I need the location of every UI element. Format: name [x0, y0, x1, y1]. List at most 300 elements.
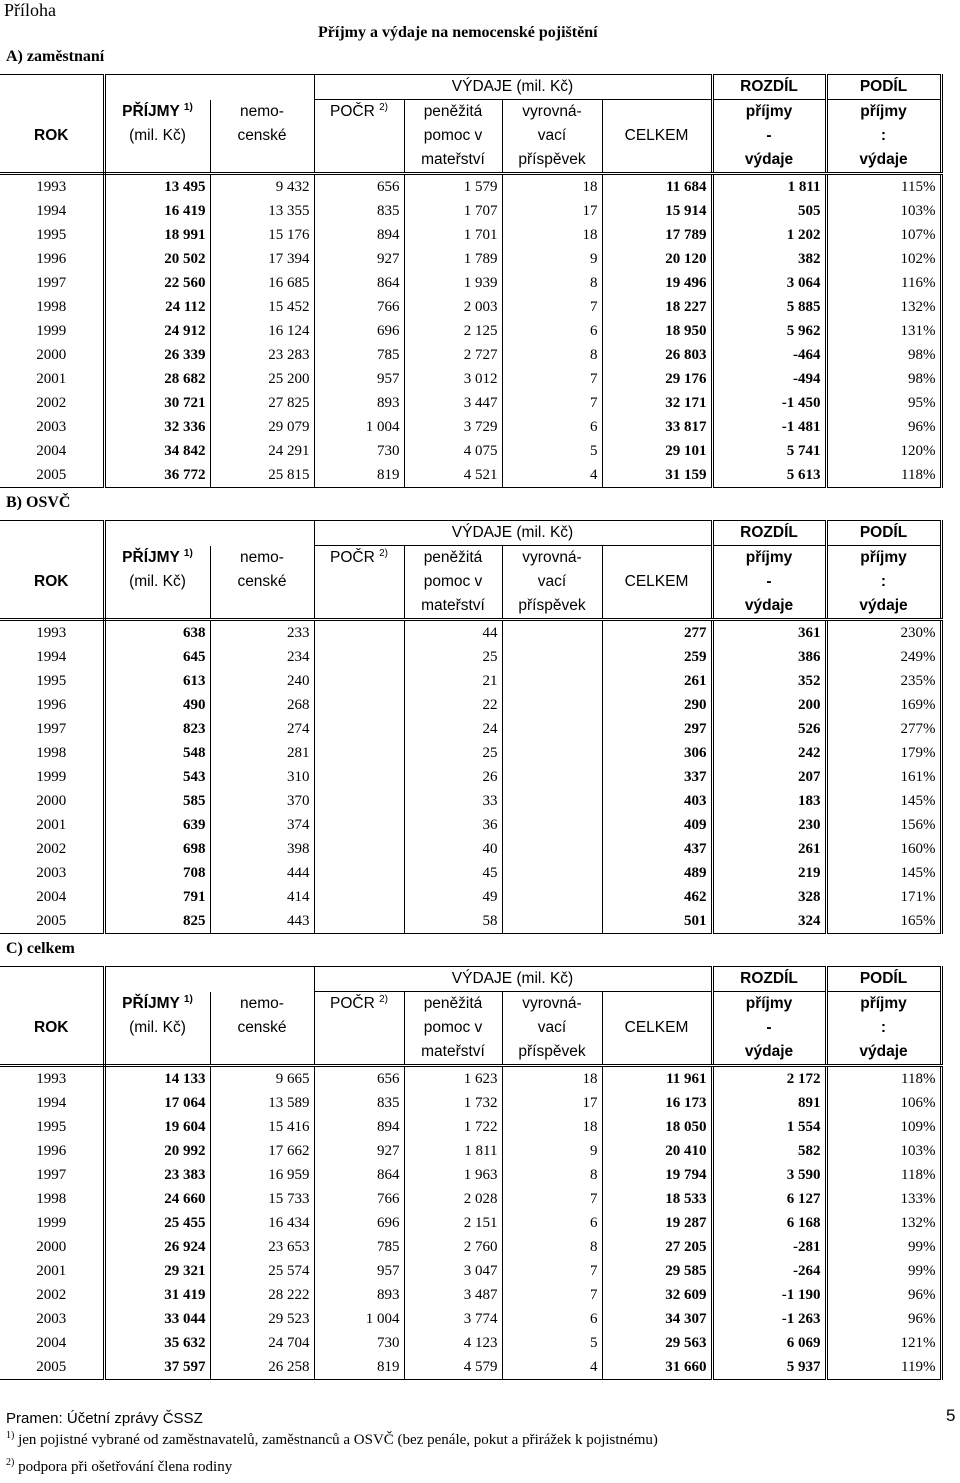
podil-sub-2: :: [826, 124, 941, 148]
penezita-header-3: mateřství: [404, 594, 502, 620]
cell-prijmy: 37 597: [104, 1355, 210, 1380]
table-row: [0, 693, 941, 717]
cell-rok: 2005: [0, 909, 104, 934]
cell-vyrovnavaci-prispevek: [502, 813, 602, 837]
table-row: [0, 1115, 941, 1139]
cell-vyrovnavaci-prispevek: 18: [502, 1115, 602, 1139]
podil-sub-2: :: [826, 570, 941, 594]
table-row: [0, 463, 941, 488]
cell-prijmy: 26 339: [164, 346, 206, 363]
pocr-header: POČR: [329, 103, 375, 120]
cell-penezita-pomoc: 36: [404, 813, 502, 837]
nemocenske-header-2: censké: [210, 124, 314, 148]
table-row: [0, 1355, 941, 1380]
vyrovnavaci-header-2: vací: [502, 570, 602, 594]
cell-nemocenske: 15 733: [210, 1187, 314, 1211]
cell-rozdil: -281: [712, 1235, 826, 1259]
cell-podil: 116%: [826, 271, 941, 295]
table-caption: Příjmy a výdaje na nemocenské pojištění: [318, 24, 598, 41]
cell-nemocenske: 15 416: [210, 1115, 314, 1139]
cell-pocr: [314, 717, 404, 741]
cell-podil: 98%: [826, 343, 941, 367]
cell-nemocenske: 374: [210, 813, 314, 837]
cell-vyrovnavaci-prispevek: 6: [502, 319, 602, 343]
cell-podil: 115%: [826, 174, 941, 200]
table-row: [0, 669, 941, 693]
cell-pocr: 785: [314, 343, 404, 367]
penezita-header-3: mateřství: [404, 148, 502, 174]
cell-pocr: 1 004: [314, 1307, 404, 1331]
cell-prijmy: 22 560: [164, 274, 206, 291]
cell-penezita-pomoc: 44: [404, 620, 502, 646]
cell-pocr: 766: [314, 295, 404, 319]
cell-pocr: [314, 693, 404, 717]
nemocenske-header-2: censké: [210, 570, 314, 594]
cell-nemocenske: 13 355: [210, 199, 314, 223]
cell-prijmy: 32 336: [164, 418, 206, 435]
section-label-c: C) celkem: [6, 940, 75, 957]
cell-rozdil: 5 885: [712, 295, 826, 319]
table-row: [0, 620, 941, 646]
cell-celkem: 31 660: [602, 1355, 712, 1380]
cell-nemocenske: 398: [210, 837, 314, 861]
podil-sub-1: příjmy: [826, 546, 941, 571]
cell-celkem: 261: [602, 669, 712, 693]
source-note: Pramen: Účetní zprávy ČSSZ: [6, 1410, 203, 1427]
prijmy-header: PŘÍJMY: [122, 994, 180, 1012]
cell-pocr: [314, 741, 404, 765]
cell-celkem: 489: [602, 861, 712, 885]
cell-nemocenske: 25 815: [210, 463, 314, 488]
table-row: [0, 813, 941, 837]
cell-rok: 1996: [0, 247, 104, 271]
data-table: [0, 520, 943, 934]
cell-celkem: 297: [602, 717, 712, 741]
cell-vyrovnavaci-prispevek: [502, 717, 602, 741]
cell-vyrovnavaci-prispevek: 5: [502, 439, 602, 463]
cell-celkem: 32 171: [602, 391, 712, 415]
cell-prijmy: 24 912: [164, 322, 206, 339]
cell-rok: 2000: [0, 789, 104, 813]
cell-rok: 2003: [0, 861, 104, 885]
cell-vyrovnavaci-prispevek: 6: [502, 1211, 602, 1235]
cell-rok: 2002: [0, 837, 104, 861]
cell-penezita-pomoc: 3 012: [404, 367, 502, 391]
cell-celkem: 462: [602, 885, 712, 909]
cell-rozdil: 6 069: [712, 1331, 826, 1355]
cell-rok: 1998: [0, 295, 104, 319]
cell-pocr: 656: [314, 1066, 404, 1092]
cell-vyrovnavaci-prispevek: 8: [502, 343, 602, 367]
footnote-1-text: jen pojistné vybrané od zaměstnavatelů, zaměstnanců a OSVČ (bez penále, pokut a přirážek k pojistnému): [18, 1432, 658, 1448]
cell-rozdil: 200: [712, 693, 826, 717]
cell-podil: 161%: [826, 765, 941, 789]
cell-rozdil: 386: [712, 645, 826, 669]
cell-celkem: 31 159: [602, 463, 712, 488]
cell-celkem: 18 533: [602, 1187, 712, 1211]
cell-celkem: 20 410: [602, 1139, 712, 1163]
cell-podil: 118%: [826, 1163, 941, 1187]
cell-penezita-pomoc: 40: [404, 837, 502, 861]
cell-vyrovnavaci-prispevek: 6: [502, 415, 602, 439]
cell-celkem: 16 173: [602, 1091, 712, 1115]
table-row: [0, 1139, 941, 1163]
cell-penezita-pomoc: 3 487: [404, 1283, 502, 1307]
footnote-2: [6, 1459, 232, 1476]
podil-sub-1: příjmy: [826, 992, 941, 1017]
cell-penezita-pomoc: 4 123: [404, 1331, 502, 1355]
vyrovnavaci-header-3: příspěvek: [502, 594, 602, 620]
penezita-header-2: pomoc v: [404, 124, 502, 148]
cell-rozdil: 5 937: [712, 1355, 826, 1380]
rozdil-sub-2: -: [712, 570, 826, 594]
cell-podil: 106%: [826, 1091, 941, 1115]
cell-podil: 96%: [826, 1283, 941, 1307]
cell-rok: 2003: [0, 1307, 104, 1331]
cell-rozdil: -464: [712, 343, 826, 367]
penezita-header-1: peněžitá: [404, 546, 502, 571]
cell-pocr: 894: [314, 223, 404, 247]
cell-prijmy: 24 660: [164, 1190, 206, 1207]
cell-prijmy: 698: [183, 840, 206, 857]
cell-podil: 103%: [826, 1139, 941, 1163]
cell-rozdil: 328: [712, 885, 826, 909]
cell-vyrovnavaci-prispevek: 8: [502, 1163, 602, 1187]
footnote-2-text: podpora při ošetřování člena rodiny: [18, 1459, 233, 1475]
cell-prijmy: 13 495: [164, 178, 206, 195]
cell-rok: 2005: [0, 463, 104, 488]
cell-rok: 2004: [0, 1331, 104, 1355]
cell-nemocenske: 9 665: [210, 1066, 314, 1092]
cell-prijmy: 28 682: [164, 370, 206, 387]
cell-rozdil: 5 741: [712, 439, 826, 463]
cell-nemocenske: 16 959: [210, 1163, 314, 1187]
vyrovnavaci-header-1: vyrovná-: [502, 546, 602, 571]
cell-penezita-pomoc: 2 028: [404, 1187, 502, 1211]
cell-rozdil: 5 613: [712, 463, 826, 488]
cell-rozdil: 582: [712, 1139, 826, 1163]
cell-vyrovnavaci-prispevek: [502, 693, 602, 717]
cell-celkem: 501: [602, 909, 712, 934]
cell-rozdil: 219: [712, 861, 826, 885]
cell-prijmy: 825: [104, 909, 210, 934]
rozdil-sub-2: -: [712, 124, 826, 148]
celkem-header: CELKEM: [602, 1016, 712, 1040]
table-row: [0, 439, 941, 463]
cell-nemocenske: 17 394: [210, 247, 314, 271]
cell-celkem: 19 794: [602, 1163, 712, 1187]
cell-prijmy: 36 772: [104, 463, 210, 488]
cell-rozdil: 6 168: [712, 1211, 826, 1235]
cell-prijmy: 16 419: [164, 202, 206, 219]
pocr-footnote-mark: 2): [379, 101, 388, 113]
cell-podil: 99%: [826, 1235, 941, 1259]
table-row: [0, 1331, 941, 1355]
cell-prijmy: 20 992: [164, 1142, 206, 1159]
cell-rok: 1995: [0, 1115, 104, 1139]
cell-vyrovnavaci-prispevek: 7: [502, 1187, 602, 1211]
cell-penezita-pomoc: 26: [404, 765, 502, 789]
cell-podil: 132%: [826, 295, 941, 319]
table-row: [0, 319, 941, 343]
rozdil-sub-3: výdaje: [712, 594, 826, 620]
cell-celkem: 15 914: [602, 199, 712, 223]
cell-penezita-pomoc: 21: [404, 669, 502, 693]
cell-vyrovnavaci-prispevek: 18: [502, 1066, 602, 1092]
cell-celkem: 277: [602, 620, 712, 646]
cell-vyrovnavaci-prispevek: 18: [502, 223, 602, 247]
cell-penezita-pomoc: 1 939: [404, 271, 502, 295]
cell-prijmy: 708: [183, 864, 206, 881]
cell-vyrovnavaci-prispevek: [502, 789, 602, 813]
cell-podil: 119%: [826, 1355, 941, 1380]
cell-prijmy: 823: [183, 720, 206, 737]
cell-prijmy: 34 842: [164, 442, 206, 459]
cell-vyrovnavaci-prispevek: 9: [502, 247, 602, 271]
cell-prijmy: 18 991: [164, 226, 206, 243]
cell-rok: 1998: [0, 1187, 104, 1211]
cell-nemocenske: 16 434: [210, 1211, 314, 1235]
cell-pocr: 785: [314, 1235, 404, 1259]
cell-penezita-pomoc: 3 447: [404, 391, 502, 415]
section-table-osvc: [0, 520, 941, 952]
cell-nemocenske: 16 685: [210, 271, 314, 295]
cell-rok: 1997: [0, 717, 104, 741]
cell-rozdil: 382: [712, 247, 826, 271]
cell-rok: 1993: [0, 1066, 104, 1092]
cell-penezita-pomoc: 25: [404, 645, 502, 669]
vydaje-header: VÝDAJE (mil. Kč): [451, 524, 574, 541]
cell-penezita-pomoc: 33: [404, 789, 502, 813]
penezita-header-2: pomoc v: [404, 1016, 502, 1040]
cell-penezita-pomoc: 49: [404, 885, 502, 909]
podil-header: PODÍL: [826, 967, 941, 992]
cell-pocr: 696: [314, 1211, 404, 1235]
nemocenske-header-1: nemo-: [210, 992, 314, 1017]
cell-rozdil: 324: [712, 909, 826, 934]
footnote-1: [6, 1432, 658, 1449]
cell-vyrovnavaci-prispevek: [502, 765, 602, 789]
cell-celkem: 403: [602, 789, 712, 813]
cell-rok: 2000: [0, 1235, 104, 1259]
table-row: [0, 223, 941, 247]
cell-penezita-pomoc: 1 707: [404, 199, 502, 223]
cell-celkem: 17 789: [602, 223, 712, 247]
cell-vyrovnavaci-prispevek: [502, 909, 602, 934]
cell-rok: 2003: [0, 415, 104, 439]
cell-pocr: 696: [314, 319, 404, 343]
podil-sub-3: výdaje: [826, 594, 941, 620]
cell-pocr: 730: [314, 1331, 404, 1355]
cell-nemocenske: 370: [210, 789, 314, 813]
rozdil-sub-1: příjmy: [712, 992, 826, 1017]
nemocenske-header-1: nemo-: [210, 546, 314, 571]
section-table-zamestnani: [0, 74, 941, 506]
cell-podil: 120%: [826, 439, 941, 463]
cell-penezita-pomoc: 24: [404, 717, 502, 741]
cell-podil: 133%: [826, 1187, 941, 1211]
cell-penezita-pomoc: 22: [404, 693, 502, 717]
cell-rozdil: 2 172: [712, 1066, 826, 1092]
cell-celkem: 11 684: [602, 174, 712, 200]
cell-prijmy: 585: [183, 792, 206, 809]
pocr-footnote-mark: 2): [379, 993, 388, 1005]
footnote-2-mark: 2): [6, 1457, 15, 1468]
cell-penezita-pomoc: 45: [404, 861, 502, 885]
cell-rozdil: -1 450: [712, 391, 826, 415]
cell-nemocenske: 26 258: [210, 1355, 314, 1380]
cell-prijmy: 24 112: [165, 298, 206, 315]
page-title: Příloha: [4, 0, 56, 20]
cell-nemocenske: 27 825: [210, 391, 314, 415]
cell-rok: 1997: [0, 1163, 104, 1187]
cell-podil: 96%: [826, 1307, 941, 1331]
cell-penezita-pomoc: 1 701: [404, 223, 502, 247]
cell-vyrovnavaci-prispevek: 8: [502, 271, 602, 295]
cell-rozdil: 352: [712, 669, 826, 693]
vyrovnavaci-header-3: příspěvek: [502, 1040, 602, 1066]
cell-pocr: [314, 789, 404, 813]
table-row: [0, 1307, 941, 1331]
penezita-header-3: mateřství: [404, 1040, 502, 1066]
podil-sub-3: výdaje: [826, 1040, 941, 1066]
cell-rozdil: 505: [712, 199, 826, 223]
cell-podil: 145%: [826, 789, 941, 813]
cell-podil: 102%: [826, 247, 941, 271]
cell-rozdil: 230: [712, 813, 826, 837]
cell-vyrovnavaci-prispevek: 7: [502, 295, 602, 319]
vyrovnavaci-header-2: vací: [502, 124, 602, 148]
cell-penezita-pomoc: 58: [404, 909, 502, 934]
cell-pocr: [314, 909, 404, 934]
cell-rok: 2001: [0, 1259, 104, 1283]
cell-celkem: 29 101: [602, 439, 712, 463]
vyrovnavaci-header-1: vyrovná-: [502, 992, 602, 1017]
cell-nemocenske: 29 079: [210, 415, 314, 439]
cell-podil: 156%: [826, 813, 941, 837]
prijmy-footnote-mark: 1): [183, 101, 193, 113]
cell-prijmy: 33 044: [164, 1310, 206, 1327]
table-row: [0, 1283, 941, 1307]
cell-nemocenske: 17 662: [210, 1139, 314, 1163]
rok-header: ROK: [0, 124, 104, 148]
cell-pocr: [314, 669, 404, 693]
rozdil-sub-3: výdaje: [712, 1040, 826, 1066]
cell-rozdil: -1 263: [712, 1307, 826, 1331]
cell-prijmy: 35 632: [164, 1334, 206, 1351]
cell-celkem: 20 120: [602, 247, 712, 271]
vyrovnavaci-header-2: vací: [502, 1016, 602, 1040]
cell-pocr: 864: [314, 1163, 404, 1187]
table-row: [0, 343, 941, 367]
cell-rok: 1996: [0, 1139, 104, 1163]
cell-rok: 2004: [0, 439, 104, 463]
cell-celkem: 259: [602, 645, 712, 669]
cell-celkem: 306: [602, 741, 712, 765]
cell-nemocenske: 25 200: [210, 367, 314, 391]
cell-nemocenske: 234: [210, 645, 314, 669]
cell-podil: 107%: [826, 223, 941, 247]
celkem-header: CELKEM: [602, 570, 712, 594]
cell-rok: 2005: [0, 1355, 104, 1380]
cell-celkem: 19 287: [602, 1211, 712, 1235]
table-row: [0, 789, 941, 813]
page-number: 5: [946, 1406, 956, 1425]
cell-celkem: 32 609: [602, 1283, 712, 1307]
cell-rok: 2001: [0, 367, 104, 391]
cell-nemocenske: 274: [210, 717, 314, 741]
table-row: [0, 909, 941, 934]
cell-penezita-pomoc: 1 722: [404, 1115, 502, 1139]
podil-sub-3: výdaje: [826, 148, 941, 174]
cell-rozdil: -1 481: [712, 415, 826, 439]
cell-prijmy: 645: [183, 648, 206, 665]
cell-vyrovnavaci-prispevek: 7: [502, 1283, 602, 1307]
cell-penezita-pomoc: 25: [404, 741, 502, 765]
cell-nemocenske: 414: [210, 885, 314, 909]
podil-sub-1: příjmy: [826, 100, 941, 125]
prijmy-header: PŘÍJMY: [122, 548, 180, 566]
cell-rozdil: 3 590: [712, 1163, 826, 1187]
cell-podil: 235%: [826, 669, 941, 693]
cell-nemocenske: 28 222: [210, 1283, 314, 1307]
cell-pocr: 819: [314, 463, 404, 488]
cell-podil: 99%: [826, 1259, 941, 1283]
cell-nemocenske: 268: [210, 693, 314, 717]
cell-pocr: 656: [314, 174, 404, 200]
cell-celkem: 290: [602, 693, 712, 717]
cell-penezita-pomoc: 4 579: [404, 1355, 502, 1380]
cell-rozdil: 242: [712, 741, 826, 765]
table-row: [0, 1163, 941, 1187]
cell-nemocenske: 444: [210, 861, 314, 885]
cell-vyrovnavaci-prispevek: [502, 837, 602, 861]
cell-pocr: 893: [314, 1283, 404, 1307]
cell-vyrovnavaci-prispevek: 8: [502, 1235, 602, 1259]
cell-celkem: 26 803: [602, 343, 712, 367]
cell-nemocenske: 281: [210, 741, 314, 765]
table-row: [0, 199, 941, 223]
cell-prijmy: 490: [183, 696, 206, 713]
cell-podil: 165%: [826, 909, 941, 934]
cell-rok: 2002: [0, 1283, 104, 1307]
cell-prijmy: 25 455: [164, 1214, 206, 1231]
cell-pocr: 927: [314, 247, 404, 271]
cell-nemocenske: 13 589: [210, 1091, 314, 1115]
cell-penezita-pomoc: 2 003: [404, 295, 502, 319]
cell-podil: 96%: [826, 415, 941, 439]
cell-podil: 249%: [826, 645, 941, 669]
table-row: [0, 1187, 941, 1211]
cell-pocr: 835: [314, 1091, 404, 1115]
cell-penezita-pomoc: 4 075: [404, 439, 502, 463]
table-row: [0, 1066, 941, 1092]
rozdil-header: ROZDÍL: [712, 967, 826, 992]
nemocenske-header-2: censké: [210, 1016, 314, 1040]
cell-celkem: 18 050: [602, 1115, 712, 1139]
cell-pocr: 1 004: [314, 415, 404, 439]
cell-rozdil: 6 127: [712, 1187, 826, 1211]
cell-podil: 118%: [826, 1066, 941, 1092]
cell-celkem: 29 176: [602, 367, 712, 391]
cell-penezita-pomoc: 3 047: [404, 1259, 502, 1283]
vyrovnavaci-header-1: vyrovná-: [502, 100, 602, 125]
cell-rozdil: 3 064: [712, 271, 826, 295]
cell-vyrovnavaci-prispevek: [502, 861, 602, 885]
cell-rozdil: 361: [712, 620, 826, 646]
cell-penezita-pomoc: 4 521: [404, 463, 502, 488]
cell-pocr: 894: [314, 1115, 404, 1139]
